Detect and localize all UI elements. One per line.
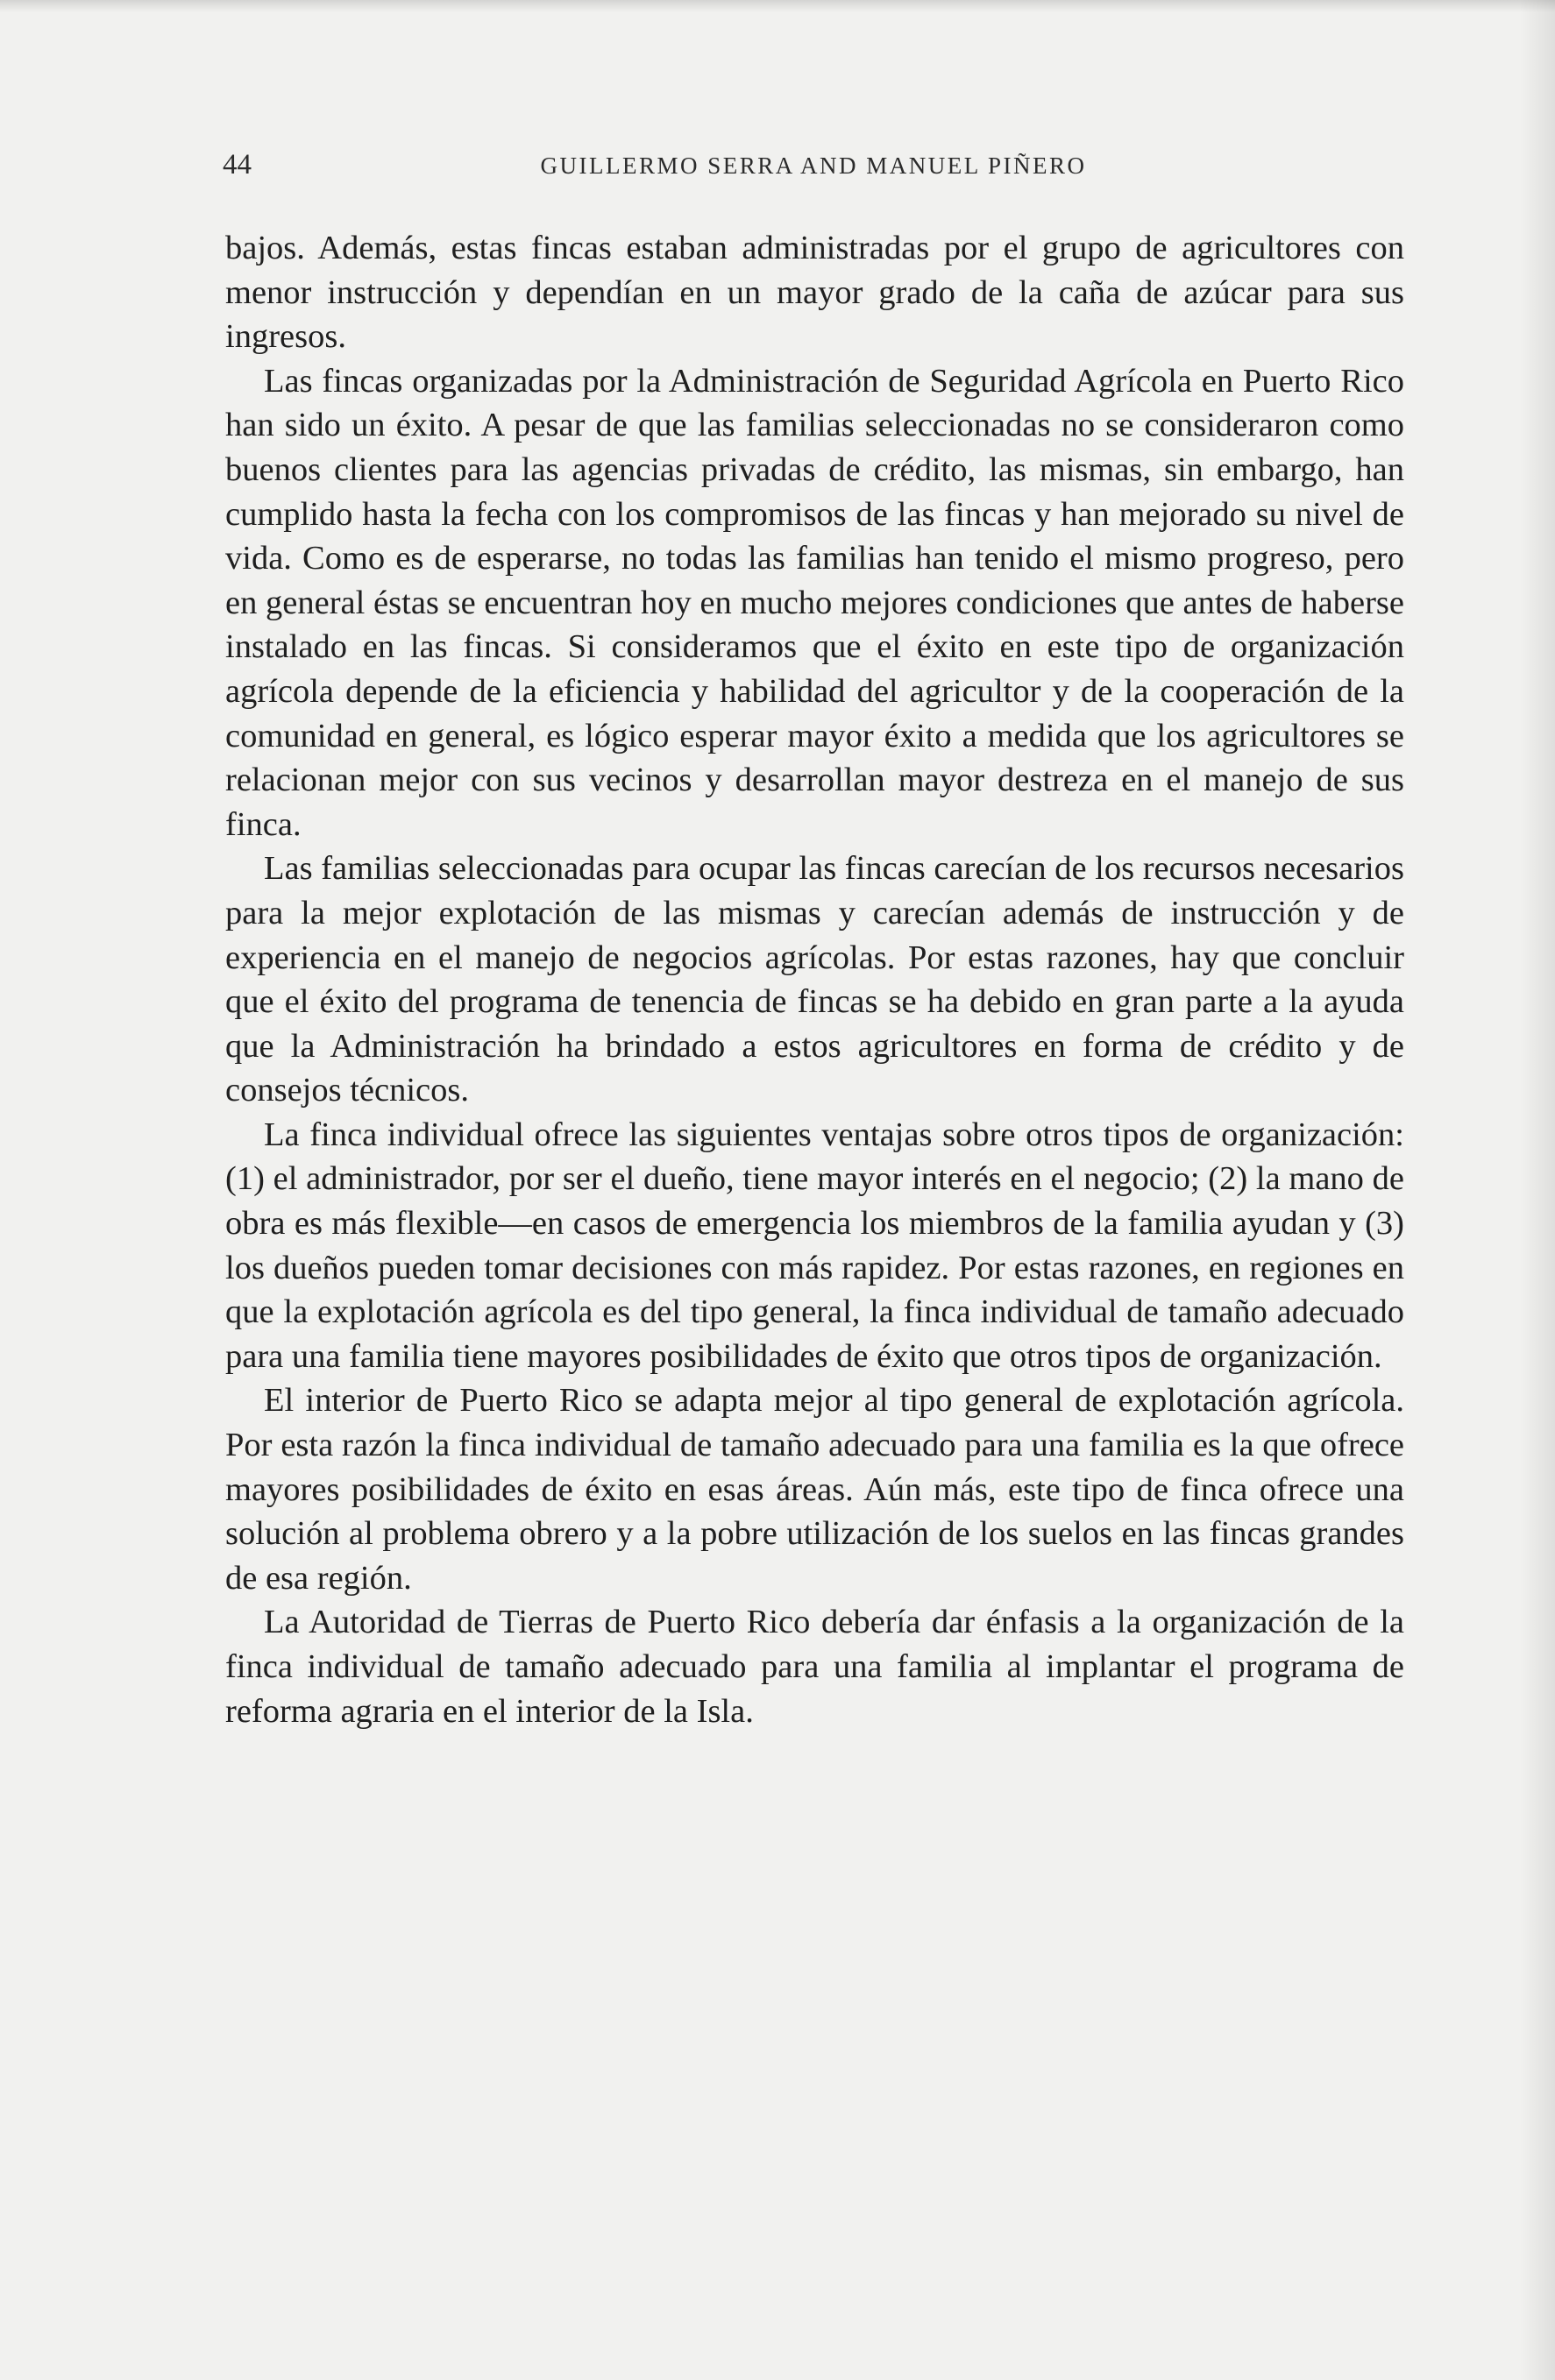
page-header bbox=[223, 149, 1404, 193]
paragraph: El interior de Puerto Rico se adapta mejor al tipo general de explotación agrícola. Por esta razón la finca individual de tamaño adecuado para una familia es la que ofrece mayores posibilidades de éxito en esas áreas. Aún más, este tipo de finca ofrece una solución al problema obrero y a la pobre utilización de los suelos en las fincas grandes de esa región. bbox=[225, 1382, 1404, 1597]
paragraph: Las familias seleccionadas para ocupar las fincas carecían de los recursos necesarios para la mejor explotación de las mismas y carecían además de instrucción y de experiencia en el manejo de negocios agrícolas. Por estas razones, hay que concluir que el éxito del programa de tenencia de fincas se ha debido en gran parte a la ayuda que la Administración ha brindado a estos agricultores en forma de crédito y de consejos técnicos. bbox=[225, 850, 1404, 1109]
page-number: 44 bbox=[223, 149, 252, 181]
running-head: GUILLERMO SERRA AND MANUEL PIÑERO bbox=[540, 152, 1087, 179]
paragraph-continued: bajos. Además, estas fincas estaban administradas por el grupo de agricultores con menor instrucción y dependían en un mayor grado de la caña de azúcar para sus ingresos. bbox=[225, 230, 1404, 356]
page-top-shadow bbox=[0, 0, 1555, 12]
paragraph: La finca individual ofrece las siguientes ventajas sobre otros tipos de organización: (1) el administrador, por ser el dueño, tiene mayor interés en el negocio; (2) la mano de obra es más flexible—en casos de emergencia los miembros de la familia ayudan y (3) los dueños pueden tomar decisiones con más rapidez. Por estas razones, en regiones en que la explotación agrícola es del tipo general, la finca individual de tamaño adecuado para una familia tiene mayores posibilidades de éxito que otros tipos de organización. bbox=[225, 1116, 1404, 1375]
body-text bbox=[225, 226, 1404, 1733]
paragraph: Las fincas organizadas por la Administración de Seguridad Agrícola en Puerto Rico han sido un éxito. A pesar de que las familias seleccionadas no se consideraron como buenos clientes para las agencias privadas de crédito, las mismas, sin embargo, han cumplido hasta la fecha con los compromisos de las fincas y han mejorado su nivel de vida. Como es de esperarse, no todas las familias han tenido el mismo progreso, pero en general éstas se encuentran hoy en mucho mejores condiciones que antes de haberse instalado en las fincas. Si consideramos que el éxito en este tipo de organización agrícola depende de la eficiencia y habilidad del agricultor y de la cooperación de la comunidad en general, es lógico esperar mayor éxito a medida que los agricultores se relacionan mejor con sus vecinos y desarrollan mayor destreza en el manejo de sus finca. bbox=[225, 362, 1404, 843]
paragraph: La Autoridad de Tierras de Puerto Rico debería dar énfasis a la organización de la finca individual de tamaño adecuado para una familia al implantar el programa de reforma agraria en el interior de la Isla. bbox=[225, 1604, 1404, 1730]
page-edge-shadow bbox=[1520, 0, 1555, 2380]
